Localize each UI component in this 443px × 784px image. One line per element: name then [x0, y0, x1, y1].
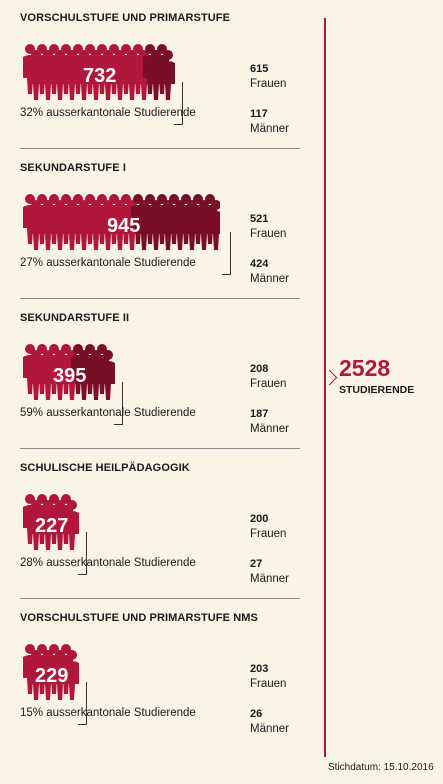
- category-total: 945: [107, 215, 141, 237]
- category-title: VORSCHULSTUFE UND PRIMARSTUFE NMS: [20, 612, 258, 624]
- category-title: SCHULISCHE HEILPÄDAGOGIK: [20, 462, 190, 474]
- male-label: Männer: [250, 573, 289, 585]
- section-divider: [20, 298, 300, 299]
- female-count: 200: [250, 513, 269, 525]
- category-section: [20, 0, 300, 150]
- male-count: 27: [250, 558, 263, 570]
- category-total: 227: [35, 515, 69, 537]
- male-label: Männer: [250, 273, 289, 285]
- extra-cantonal-share: 15% ausserkantonale Studierende: [20, 707, 196, 719]
- category-total: 732: [83, 65, 117, 87]
- category-title: SEKUNDARSTUFE I: [20, 162, 127, 174]
- female-label: Frauen: [250, 378, 287, 390]
- category-total: 229: [35, 665, 69, 687]
- grand-total-label: STUDIERENDE: [339, 384, 415, 396]
- people-figure: [20, 40, 220, 100]
- female-count: 208: [250, 363, 269, 375]
- male-count: 424: [250, 258, 269, 270]
- female-count: 203: [250, 663, 269, 675]
- section-divider: [20, 598, 300, 599]
- male-count: 26: [250, 708, 263, 720]
- male-count: 117: [250, 108, 268, 120]
- category-title: SEKUNDARSTUFE II: [20, 312, 130, 324]
- grand-total: 2528: [339, 355, 391, 381]
- female-count: 615: [250, 63, 269, 75]
- category-section: [20, 300, 300, 450]
- section-divider: [20, 148, 300, 149]
- female-label: Frauen: [250, 228, 287, 240]
- female-label: Frauen: [250, 528, 287, 540]
- male-count: 187: [250, 408, 269, 420]
- extra-cantonal-share: 59% ausserkantonale Studierende: [20, 407, 196, 419]
- female-label: Frauen: [250, 678, 287, 690]
- category-title: VORSCHULSTUFE UND PRIMARSTUFE: [20, 12, 231, 24]
- section-divider: [20, 448, 300, 449]
- category-section: [20, 600, 300, 750]
- category-section: [20, 450, 300, 600]
- male-label: Männer: [250, 723, 289, 735]
- reference-date: Stichdatum: 15.10.2016: [328, 762, 434, 773]
- extra-cantonal-share: 32% ausserkantonale Studierende: [20, 107, 196, 119]
- male-label: Männer: [250, 123, 289, 135]
- male-label: Männer: [250, 423, 289, 435]
- extra-cantonal-share: 27% ausserkantonale Studierende: [20, 257, 196, 269]
- female-label: Frauen: [250, 78, 287, 90]
- total-bracket-line: [324, 18, 326, 757]
- bracket-connector: [222, 232, 231, 275]
- extra-cantonal-share: 28% ausserkantonale Studierende: [20, 557, 196, 569]
- female-count: 521: [250, 213, 269, 225]
- category-section: [20, 150, 300, 300]
- category-total: 395: [53, 365, 87, 387]
